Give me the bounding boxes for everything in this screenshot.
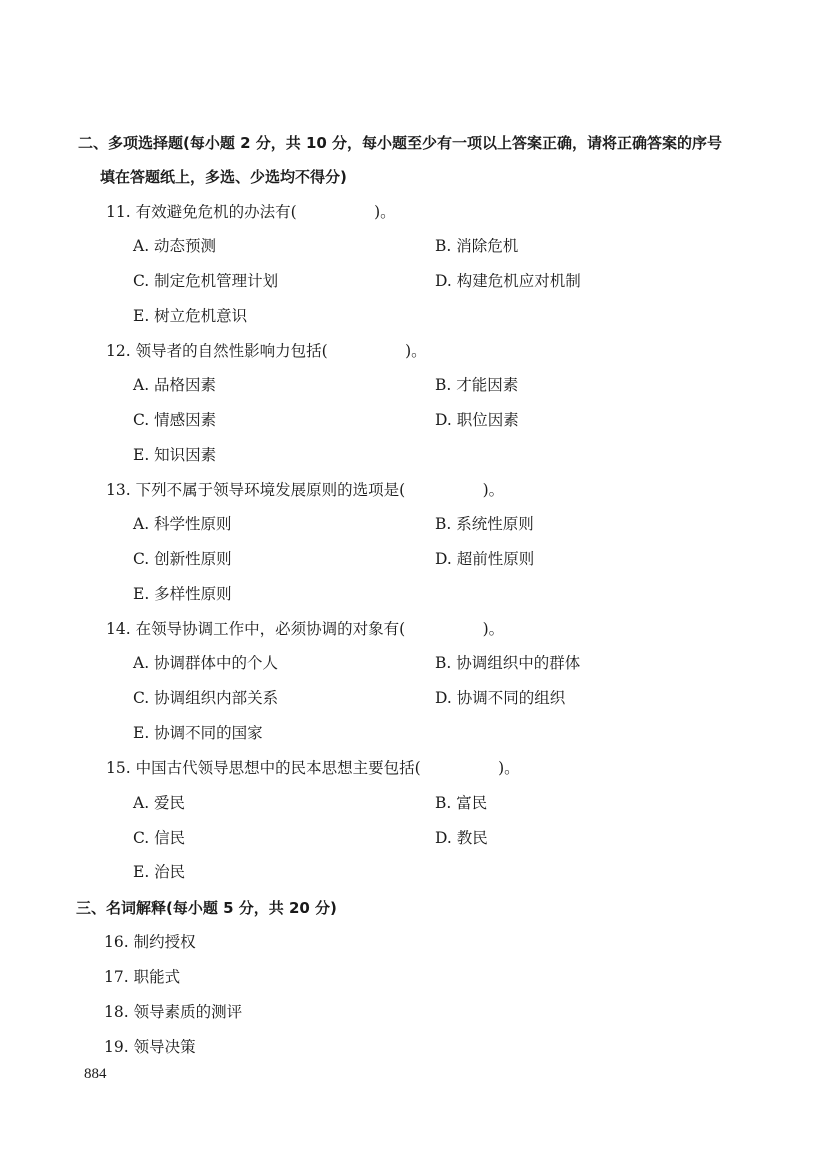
question-11-option-d: D. 构建危机应对机制 <box>435 272 581 290</box>
question-15-option-a: A. 爱民 <box>133 794 186 812</box>
question-12-option-e: E. 知识因素 <box>133 446 217 464</box>
question-15-option-e: E. 治民 <box>133 863 186 881</box>
question-15-option-c: C. 信民 <box>133 829 186 847</box>
question-12-option-a: A. 品格因素 <box>133 376 217 394</box>
section2-heading-line1: 二、多项选择题(每小题 2 分，共 10 分，每小题至少有一项以上答案正确，请将正确答案的序号 <box>78 134 723 152</box>
section2-heading-line2: 填在答题纸上，多选、少选均不得分) <box>100 168 347 186</box>
question-13-option-a: A. 科学性原则 <box>133 515 232 533</box>
question-14-stem: 14. 在领导协调工作中，必须协调的对象有( )。 <box>106 620 505 638</box>
question-12-option-d: D. 职位因素 <box>435 411 519 429</box>
question-11-option-b: B. 消除危机 <box>435 237 519 255</box>
term-item-16: 16. 制约授权 <box>104 933 196 951</box>
section3-heading: 三、名词解释(每小题 5 分，共 20 分) <box>76 899 337 917</box>
term-item-17: 17. 职能式 <box>104 968 181 986</box>
question-11-stem: 11. 有效避免危机的办法有( )。 <box>106 203 396 221</box>
question-12-stem: 12. 领导者的自然性影响力包括( )。 <box>106 342 427 360</box>
question-13-option-e: E. 多样性原则 <box>133 585 232 603</box>
question-15-option-d: D. 教民 <box>435 829 488 847</box>
term-item-18: 18. 领导素质的测评 <box>104 1003 243 1021</box>
question-13-option-d: D. 超前性原则 <box>435 550 535 568</box>
page-number: 884 <box>84 1066 107 1082</box>
question-14-option-a: A. 协调群体中的个人 <box>133 654 279 672</box>
question-12-option-b: B. 才能因素 <box>435 376 519 394</box>
question-12-option-c: C. 情感因素 <box>133 411 217 429</box>
question-11-option-e: E. 树立危机意识 <box>133 307 248 325</box>
question-15-stem: 15. 中国古代领导思想中的民本思想主要包括( )。 <box>106 759 520 777</box>
question-11-option-a: A. 动态预测 <box>133 237 217 255</box>
question-13-option-c: C. 创新性原则 <box>133 550 232 568</box>
question-14-option-d: D. 协调不同的组织 <box>435 689 566 707</box>
question-15-option-b: B. 富民 <box>435 794 488 812</box>
question-13-option-b: B. 系统性原则 <box>435 515 534 533</box>
question-14-option-b: B. 协调组织中的群体 <box>435 654 581 672</box>
question-13-stem: 13. 下列不属于领导环境发展原则的选项是( )。 <box>106 481 505 499</box>
question-14-option-c: C. 协调组织内部关系 <box>133 689 279 707</box>
question-14-option-e: E. 协调不同的国家 <box>133 724 263 742</box>
term-item-19: 19. 领导决策 <box>104 1038 196 1056</box>
question-11-option-c: C. 制定危机管理计划 <box>133 272 279 290</box>
